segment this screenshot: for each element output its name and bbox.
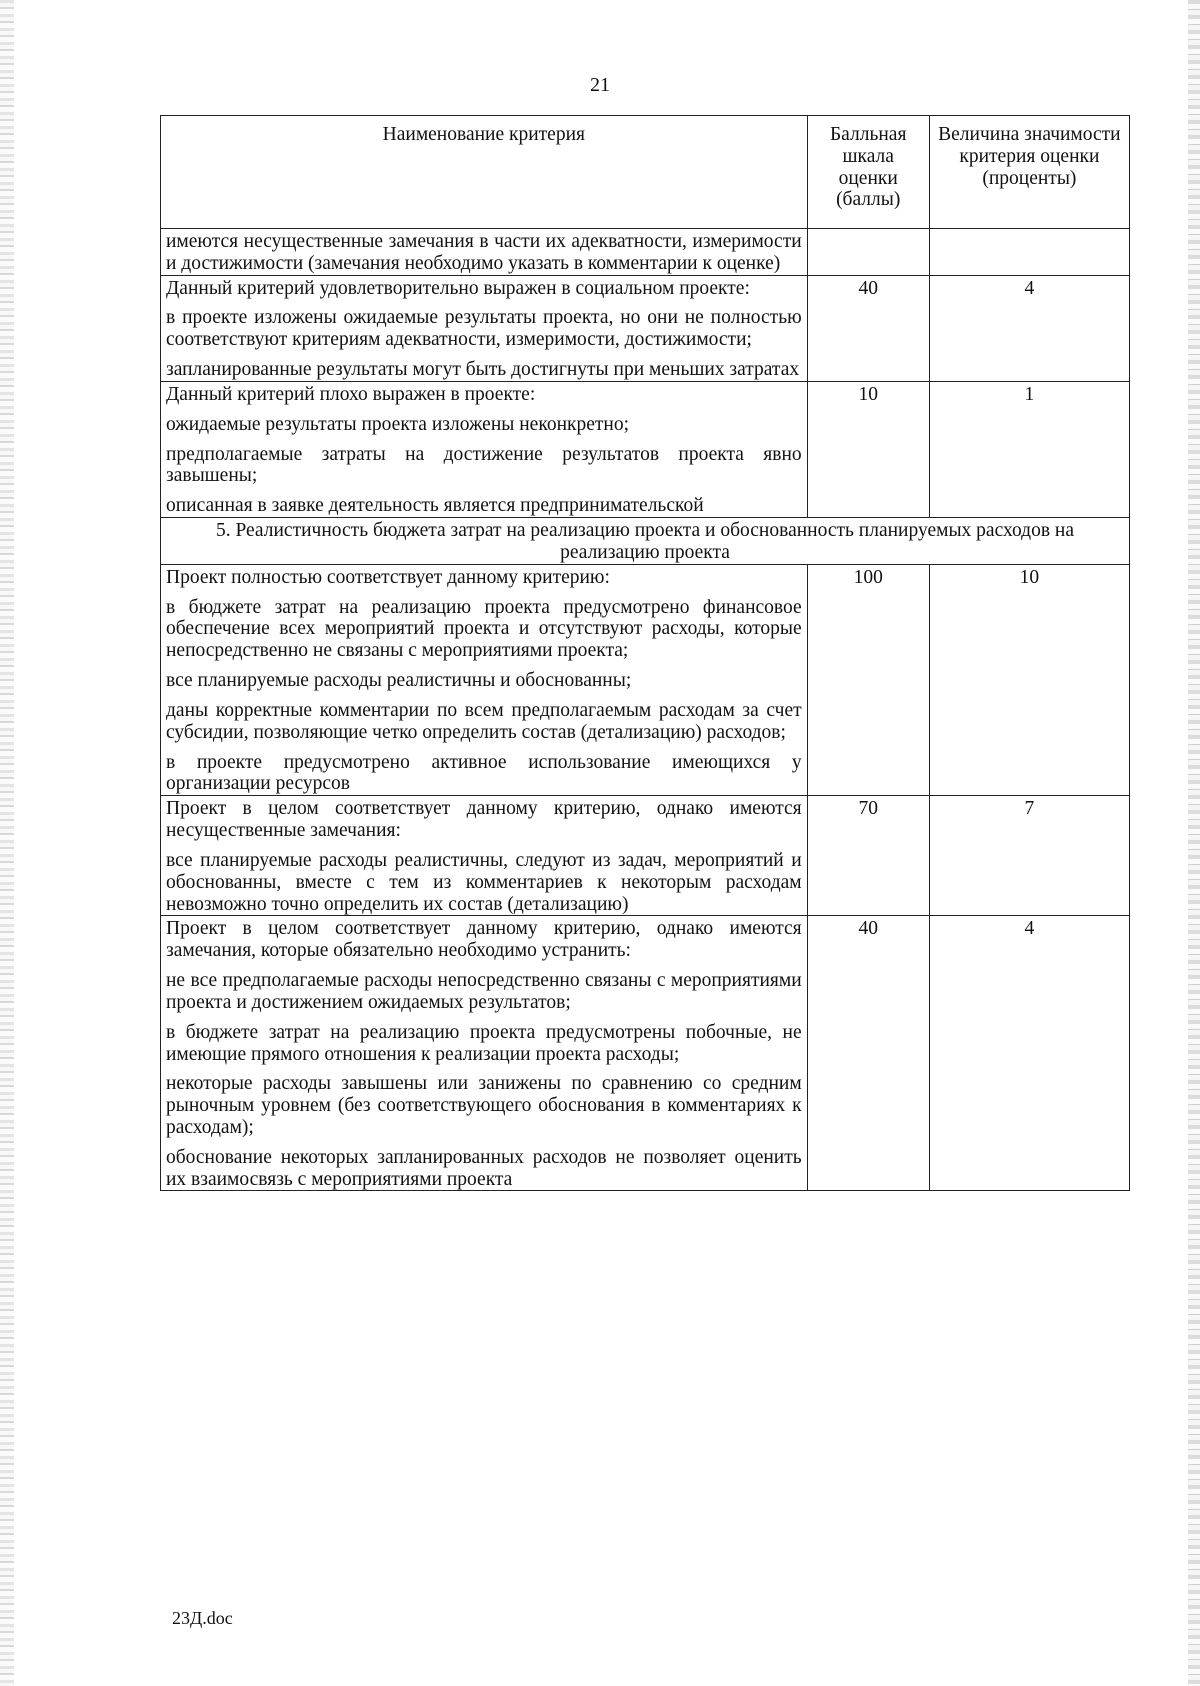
criterion-text: в бюджете затрат на реализацию проекта предусмотрены побочные, не имеющие прямого отношения к реализации проекта расходы;: [166, 1021, 802, 1065]
weight-cell: 4: [929, 275, 1129, 381]
criterion-text: некоторые расходы завышены или занижены по сравнению со средним рыночным уровнем (без соответствующего обоснования в комментариях к расходам);: [166, 1073, 802, 1138]
table-header-row: [161, 116, 1130, 229]
table-row: [161, 275, 1130, 381]
table-row: [161, 229, 1130, 276]
header-weight: Величина значимости критерия оценки (проценты): [929, 116, 1129, 229]
criterion-text: в проекте изложены ожидаемые результаты проекта, но они не полностью соответствуют критериям адекватности, измеримости, достижимости;: [166, 307, 802, 351]
criterion-text: ожидаемые результаты проекта изложены неконкретно;: [166, 413, 630, 435]
criterion-cell: [161, 564, 808, 795]
criterion-text: не все предполагаемые расходы непосредственно связаны с мероприятиями проекта и достижением ожидаемых результатов;: [166, 970, 802, 1013]
footer-filename: 23Д.doc: [172, 1608, 233, 1628]
criterion-text: Проект в целом соответствует данному критерию, однако имеются несущественные замечания:: [166, 798, 802, 842]
weight-cell: 4: [929, 916, 1129, 1191]
criterion-cell: [161, 796, 808, 916]
section-title: 5. Реалистичность бюджета затрат на реализацию проекта и обоснованность планируемых расходов на реализацию проекта: [161, 518, 1130, 565]
header-score-scale: Балльная шкала оценки (баллы): [807, 116, 929, 229]
criterion-text: Данный критерий плохо выражен в проекте:: [166, 383, 536, 405]
score-cell: 40: [807, 916, 929, 1191]
score-cell: [807, 229, 929, 276]
criterion-cell: [161, 229, 808, 276]
table-row: [161, 381, 1130, 517]
scan-edge-right: [1188, 0, 1200, 1686]
table-row: [161, 564, 1130, 795]
criterion-text: все планируемые расходы реалистичны и обоснованны;: [166, 670, 632, 692]
criterion-text: Проект полностью соответствует данному критерию:: [166, 566, 610, 588]
criterion-text: Данный критерий удовлетворительно выражен в социальном проекте:: [166, 277, 750, 299]
page-number: 21: [590, 74, 610, 96]
criterion-text: в проекте предусмотрено активное использование имеющихся у организации ресурсов: [166, 751, 802, 795]
header-criterion-name: Наименование критерия: [161, 116, 808, 229]
table-row: [161, 796, 1130, 916]
section-row: [161, 518, 1130, 565]
criterion-text: Проект в целом соответствует данному критерию, однако имеются замечания, которые обязательно необходимо устранить:: [166, 918, 802, 962]
score-cell: 10: [807, 381, 929, 517]
weight-cell: 1: [929, 381, 1129, 517]
criterion-cell: [161, 916, 808, 1191]
criteria-table: [160, 115, 1130, 1191]
criterion-text: в бюджете затрат на реализацию проекта предусмотрено финансовое обеспечение всех мероприятий проекта и отсутствуют расходы, которые непосредственно не связаны с мероприятиями проекта;: [166, 596, 802, 662]
criterion-text: все планируемые расходы реалистичны, следуют из задач, мероприятий и обоснованны, вместе с тем из комментариев к некоторым расходам невозможно точно определить их состав (детализацию): [166, 849, 802, 915]
weight-cell: 7: [929, 796, 1129, 916]
criterion-text: описанная в заявке деятельность является предпринимательской: [166, 495, 704, 517]
scan-edge-left: [0, 0, 14, 1686]
criterion-cell: [161, 275, 808, 381]
weight-cell: 10: [929, 564, 1129, 795]
weight-cell: [929, 229, 1129, 276]
score-cell: 100: [807, 564, 929, 795]
criterion-text: предполагаемые затраты на достижение результатов проекта явно завышены;: [166, 443, 802, 487]
criterion-text: имеются несущественные замечания в части их адекватности, измеримости и достижимости (замечания необходимо указать в комментарии к оценке): [166, 231, 802, 274]
table-row: [161, 916, 1130, 1191]
criterion-text: даны корректные комментарии по всем предполагаемым расходам за счет субсидии, позволяющие четко определить состав (детализацию) расходов;: [166, 699, 802, 743]
criterion-text: запланированные результаты могут быть достигнуты при меньших затратах: [166, 359, 800, 381]
criterion-cell: [161, 381, 808, 517]
score-cell: 70: [807, 796, 929, 916]
criterion-text: обоснование некоторых запланированных расходов не позволяет оценить их взаимосвязь с мероприятиями проекта: [166, 1146, 802, 1190]
score-cell: 40: [807, 275, 929, 381]
